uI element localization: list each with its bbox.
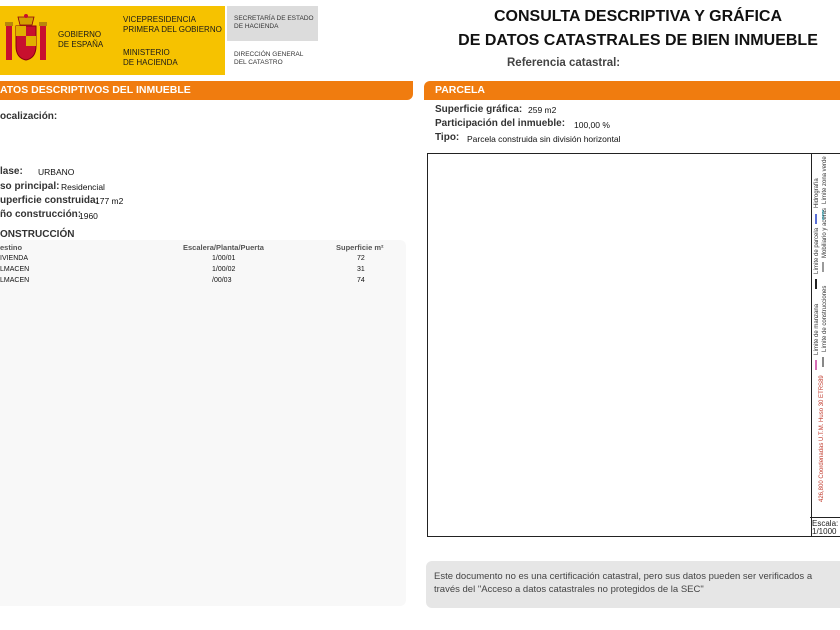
legend-label-manzana: Límite de manzana [814, 303, 820, 355]
disclaimer-text: Este documento no es una certificación catastral, pero sus datos pueden ser verificados a través del "Acceso a datos catastrales no protegidos de la SEC" [434, 571, 813, 595]
page-title-line2: DE DATOS CATASTRALES DE BIEN INMUEBLE [458, 32, 818, 49]
escala-box [810, 517, 840, 537]
table-row-escalera: 1/00/01 [212, 255, 236, 262]
coat-of-arms-icon [2, 12, 50, 68]
table-row-destino: LMACEN [0, 277, 30, 284]
table-row-superficie: 72 [357, 255, 365, 262]
superficie-construida-label: uperficie construida: [0, 195, 99, 206]
disclaimer-note [426, 561, 840, 608]
legend-swatch-manzana [815, 360, 817, 370]
legend-label-parcela: Límite de parcela [814, 227, 820, 274]
table-row-destino: IVIENDA [0, 255, 29, 262]
secretaria-text: SECRETARÍA DE ESTADO DE HACIENDA [234, 15, 314, 30]
legend-swatch-hidrografia [815, 214, 817, 224]
legend-swatch-mobiliario [822, 262, 824, 272]
page-title-line1: CONSULTA DESCRIPTIVA Y GRÁFICA [493, 8, 782, 25]
col-destino-header: estino [0, 243, 23, 252]
clase-value: URBANO [38, 167, 75, 177]
parcela-header-bar [424, 81, 840, 100]
table-row-superficie: 31 [357, 266, 365, 273]
legend-swatch-construcciones [822, 357, 824, 367]
legend-label-zona-verde: Límite zona verde [822, 156, 828, 204]
table-row-superficie: 74 [357, 277, 365, 284]
parcela-title: PARCELA [435, 84, 485, 96]
gobierno-text: GOBIERNO DE ESPAÑA [58, 30, 104, 49]
superficie-grafica-label: Superficie gráfica: [435, 104, 523, 115]
construccion-table [0, 240, 406, 606]
construccion-title: ONSTRUCCIÓN [0, 229, 75, 240]
col-superficie-header: Superficie m² [336, 243, 384, 252]
ministerio-text: MINISTERIO DE HACIENDA [123, 48, 178, 67]
map-legend [810, 153, 840, 518]
uso-label: so principal: [0, 181, 60, 192]
direccion-text: DIRECCIÓN GENERAL DEL CATASTRO [234, 51, 304, 66]
legend-label-construcciones: Límite de construcciones [822, 285, 828, 352]
utm-coordinates: 426,800 Coordenadas U.T.M. Huso 30 ETRS89 [819, 375, 825, 502]
uso-value: Residencial [61, 182, 105, 192]
tipo-value: Parcela construida sin división horizontal [467, 134, 621, 144]
superficie-grafica-value: 259 m2 [528, 105, 557, 115]
vicepresidencia-text: VICEPRESIDENCIA PRIMERA DEL GOBIERNO [123, 15, 222, 34]
participacion-label: Participación del inmueble: [435, 118, 566, 129]
escala-label: Escala: [812, 519, 839, 528]
col-escalera-header: Escalera/Planta/Puerta [183, 243, 264, 252]
referencia-catastral-label: Referencia catastral: [507, 57, 621, 69]
participacion-value: 100,00 % [574, 120, 610, 130]
localizacion-label: ocalización: [0, 111, 58, 122]
clase-label: lase: [0, 166, 23, 177]
anio-value: 1960 [79, 211, 98, 221]
descriptivos-header-bar [0, 81, 413, 100]
legend-label-hidrografia: Hidrografía [814, 178, 820, 208]
legend-label-mobiliario: Mobiliario y aceras [822, 207, 828, 258]
superficie-construida-value: 177 m2 [95, 196, 124, 206]
table-row-destino: LMACEN [0, 266, 30, 273]
table-row-escalera: /00/03 [212, 277, 232, 284]
legend-swatch-parcela [815, 279, 817, 289]
parcel-map [427, 153, 812, 537]
escala-value: 1/1000 [812, 527, 837, 536]
anio-label: ño construcción: [0, 209, 82, 220]
tipo-label: Tipo: [435, 132, 460, 143]
table-row-escalera: 1/00/02 [212, 266, 236, 273]
descriptivos-title: ATOS DESCRIPTIVOS DEL INMUEBLE [0, 84, 191, 96]
